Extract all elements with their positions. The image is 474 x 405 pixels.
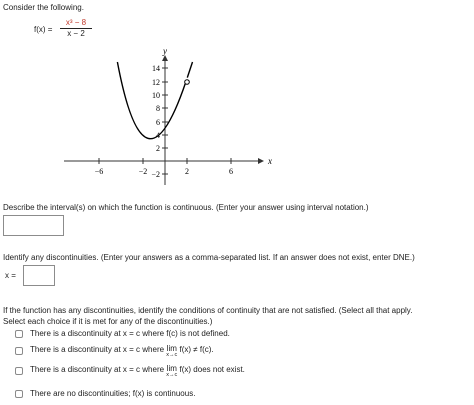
function-graph xyxy=(0,0,474,200)
y-tick-label: 12 xyxy=(152,78,160,87)
y-tick-label: 8 xyxy=(156,104,160,113)
choice-checkbox-limit-not-equal[interactable] xyxy=(15,347,23,355)
choice-checkbox-continuous[interactable] xyxy=(15,390,23,398)
y-tick-label: 10 xyxy=(152,91,160,100)
limit-subscript: x→c xyxy=(166,372,178,378)
choice-label-limit-dne xyxy=(30,365,245,378)
y-tick-label: 6 xyxy=(156,118,160,127)
choice-checkbox-limit-dne[interactable] xyxy=(15,367,23,375)
choice-text: There is a discontinuity at x = c where xyxy=(30,345,165,354)
y-tick-label: 14 xyxy=(152,64,160,73)
limit-word: lim xyxy=(166,364,177,373)
fraction-numerator: x³ − 8 xyxy=(65,18,87,27)
q3-text-line2: Select each choice if it is met for any of the discontinuities.) xyxy=(3,317,213,326)
choice-text-post: f(x) ≠ f(c). xyxy=(179,345,214,354)
limit-notation xyxy=(166,345,177,358)
x-axis-label: x xyxy=(268,156,272,166)
choice-label-limit-not-equal xyxy=(30,345,214,358)
x-equals-label: x = xyxy=(5,271,16,280)
fraction-denominator: x − 2 xyxy=(60,28,92,39)
choice-label-not-defined: There is a discontinuity at x = c where f(c) is not defined. xyxy=(30,329,230,338)
function-label: f(x) = xyxy=(34,25,53,34)
open-circle-hole xyxy=(185,80,190,85)
y-tick-label: −2 xyxy=(151,170,160,179)
prompt-text: Consider the following. xyxy=(3,3,84,12)
y-axis-label: y xyxy=(163,46,167,56)
x-tick-label: 6 xyxy=(229,167,233,176)
q2-text: Identify any discontinuities. (Enter your answers as a comma-separated list. If an answer does not exist, enter DNE.) xyxy=(3,253,415,262)
y-tick-label: 2 xyxy=(156,144,160,153)
x-tick-label: 2 xyxy=(185,167,189,176)
q3-text-line1: If the function has any discontinuities, identify the conditions of continuity that are not satisfied. (Select all that apply. xyxy=(3,306,413,315)
limit-notation xyxy=(166,365,177,378)
x-tick-label: −6 xyxy=(94,167,104,176)
choice-text: There is a discontinuity at x = c where xyxy=(30,365,165,374)
y-tick-label: 4 xyxy=(156,131,160,140)
choice-checkbox-not-defined[interactable] xyxy=(15,330,23,338)
function-curve xyxy=(117,62,185,139)
interval-answer-input[interactable] xyxy=(3,215,64,236)
function-curve-tail xyxy=(187,62,192,78)
discontinuities-answer-input[interactable] xyxy=(23,265,55,286)
limit-subscript: x→c xyxy=(166,352,178,358)
limit-word: lim xyxy=(166,344,177,353)
x-tick-label: −2 xyxy=(138,167,148,176)
choice-label-continuous: There are no discontinuities; f(x) is continuous. xyxy=(30,389,196,398)
choice-text-post: f(x) does not exist. xyxy=(179,365,245,374)
q1-text: Describe the interval(s) on which the function is continuous. (Enter your answer using interval notation.) xyxy=(3,203,369,212)
